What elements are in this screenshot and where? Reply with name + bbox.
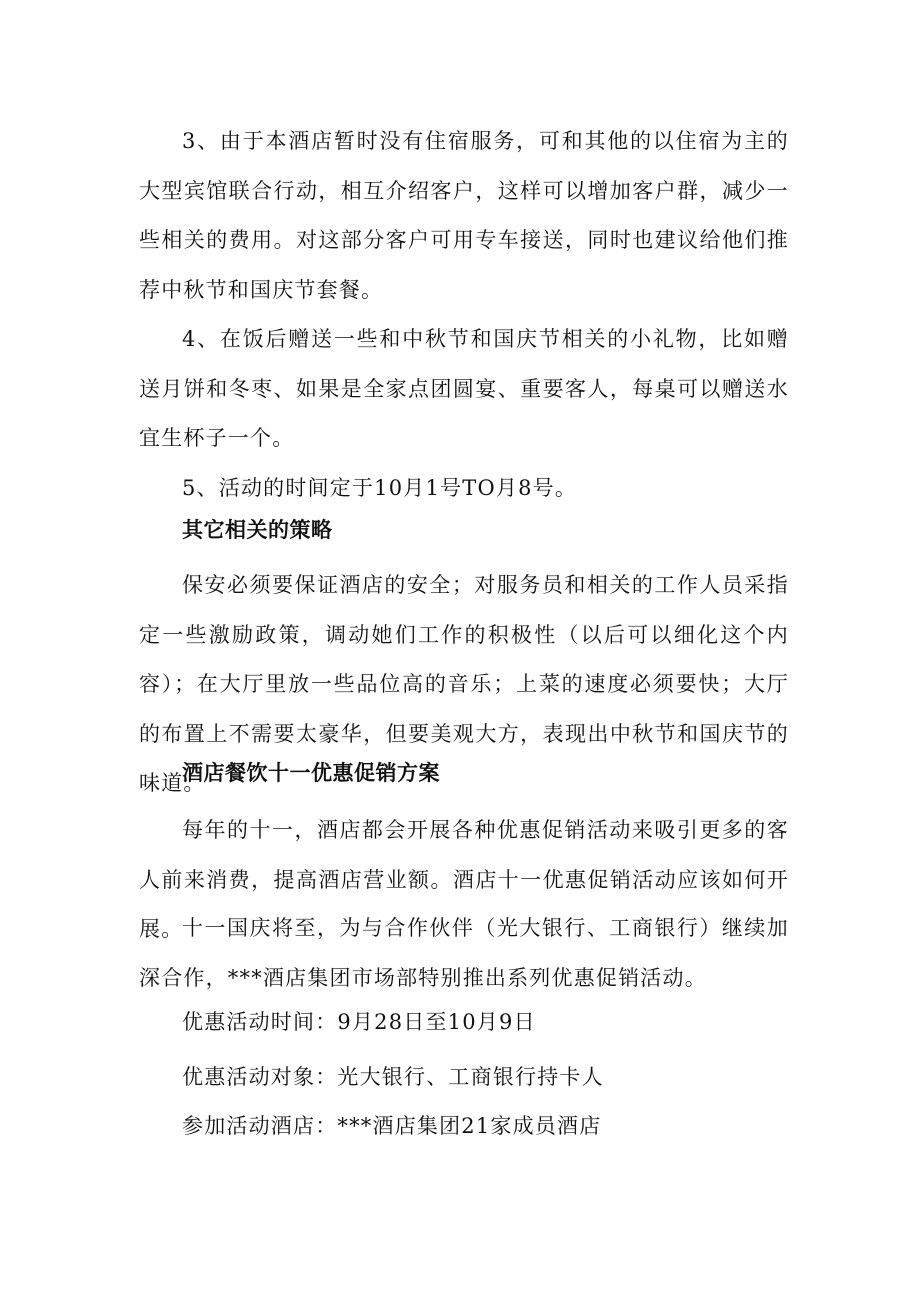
paragraph-cooperation: 十一国庆将至，为与合作伙伴（光大银行、工商银行）继续加深合作，***酒店集团市场部特别推出系列优惠促销活动。 [139,916,789,990]
paragraph-item-3: 3、由于本酒店暂时没有住宿服务，可和其他的以住宿为主的大型宾馆联合行动，相互介绍客户，这样可以增加客户群，减少一些相关的费用。对这部分客户可用专车接送，同时也建议给他们推荐中秋节和国庆节套餐。 [139,129,789,302]
heading-promotion-plan: 酒店餐饮十一优惠促销方案 [182,761,440,785]
participating-hotels: 参加活动酒店：***酒店集团21家成员酒店 [182,1114,602,1138]
promotion-time: 优惠活动时间：9月28日至10月9日 [182,1010,536,1034]
promotion-target: 优惠活动对象：光大银行、工商银行持卡人 [182,1065,604,1089]
paragraph-item-4: 4、在饭后赠送一些和中秋节和国庆节相关的小礼物，比如赠送月饼和冬枣、如果是全家点团圆宴、重要客人，每桌可以赠送水宜生杯子一个。 [139,327,789,450]
paragraph-other-strategies: 保安必须要保证酒店的安全；对服务员和相关的工作人员采指定一些激励政策，调动她们工作的积极性（以后可以细化这个内容）；在大厅里放一些品位高的音乐；上菜的速度必须要快；大厅的布置上不需要太豪华，但要美观大方，表现出中秋节和国庆节的味道。 [139,573,789,795]
paragraph-intro: 每年的十一，酒店都会开展各种优惠促销活动来吸引更多的客人前来消费，提高酒店营业额。酒店十一优惠促销活动应该如何开展。 [139,818,789,941]
paragraph-item-5: 5、活动的时间定于10月1号TO月8号。 [182,476,578,500]
heading-other-strategies: 其它相关的策略 [182,518,333,542]
